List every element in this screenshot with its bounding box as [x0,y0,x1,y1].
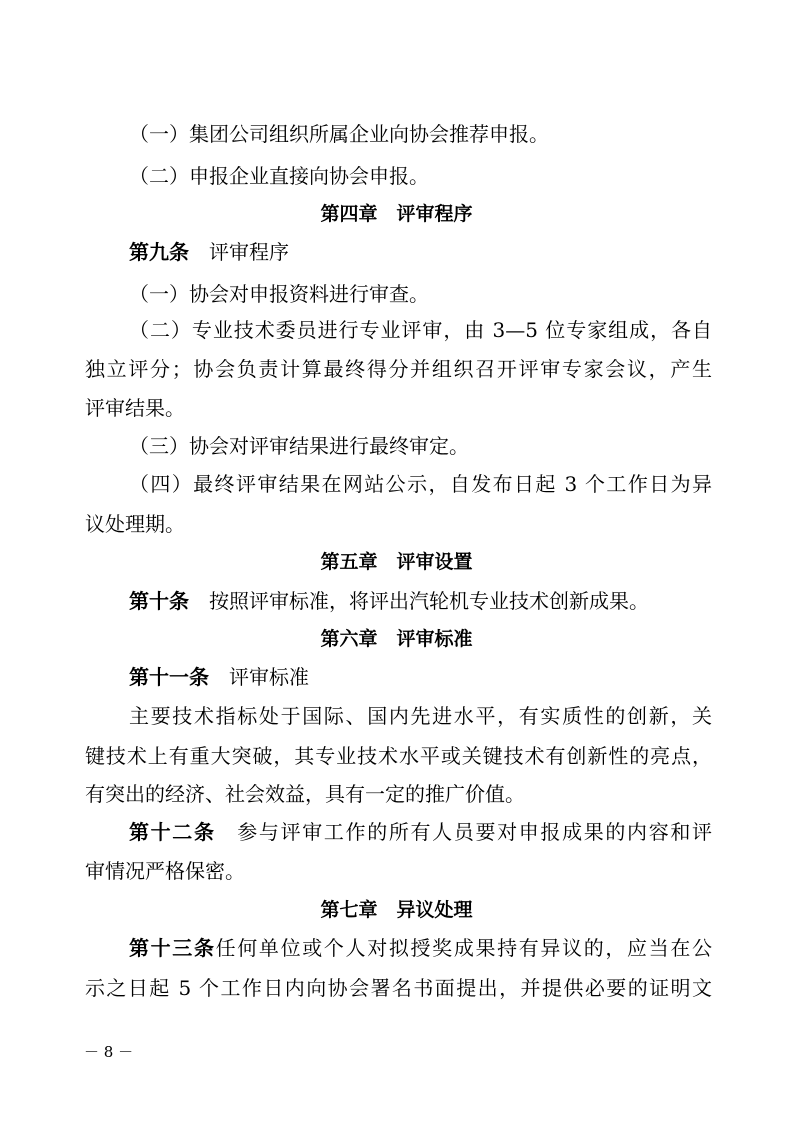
page-number: － 8 － [84,1043,134,1061]
article-label: 第十二条 [129,820,216,844]
paragraph-line: 有突出的经济、社会效益，具有一定的推广价值。 [85,782,525,806]
article-text: 评审程序 [189,240,289,264]
article-label: 第九条 [129,240,189,264]
article-12 [129,820,712,844]
paragraph-line: （一）协会对申报资料进行审查。 [129,282,429,306]
article-label: 第十三条 [129,936,216,960]
article-label: 第十一条 [129,665,209,689]
article-text: 参与评审工作的所有人员要对申报成果的内容和评 [215,820,713,844]
paragraph-line: 议处理期。 [85,512,185,536]
article-label: 第十条 [129,589,189,613]
article-10 [129,589,649,613]
paragraph-line: 示之日起 5 个工作日内向协会署名书面提出，并提供必要的证明文 [85,976,712,1000]
chapter-heading-7: 第七章 异议处理 [320,899,473,921]
paragraph-line: 独立评分；协会负责计算最终得分并组织召开评审专家会议，产生 [85,357,712,381]
article-text: 评审标准 [209,665,309,689]
chapter-heading-4: 第四章 评审程序 [320,203,473,225]
paragraph-line: （二）申报企业直接向协会申报。 [129,164,429,188]
paragraph-line: （二）专业技术委员进行专业评审，由 3—5 位专家组成，各自 [129,318,712,342]
article-text: 按照评审标准，将评出汽轮机专业技术创新成果。 [189,589,649,613]
paragraph-line: （四）最终评审结果在网站公示，自发布日起 3 个工作日为异 [129,472,712,496]
paragraph-line: 审情况严格保密。 [85,859,245,883]
chapter-heading-5: 第五章 评审设置 [320,551,473,573]
article-11 [129,665,309,689]
article-text: 任何单位或个人对拟授奖成果持有异议的，应当在公 [215,936,713,960]
paragraph-line: （三）协会对评审结果进行最终审定。 [129,434,469,458]
paragraph-line: 评审结果。 [85,396,185,420]
paragraph-line: 键技术上有重大突破，其专业技术水平或关键技术有创新性的亮点， [85,744,712,768]
paragraph-line: （一）集团公司组织所属企业向协会推荐申报。 [129,122,549,146]
paragraph-line: 主要技术指标处于国际、国内先进水平，有实质性的创新，关 [129,704,712,728]
article-13 [129,936,712,960]
article-9 [129,240,289,264]
chapter-heading-6: 第六章 评审标准 [320,628,473,650]
